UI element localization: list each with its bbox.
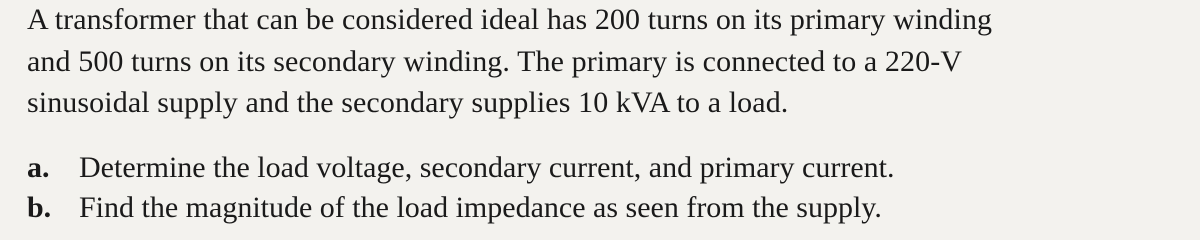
part-b-text: Find the magnitude of the load impedance as seen from the supply. bbox=[79, 191, 882, 224]
statement-line-1: A transformer that can be considered ideal has 200 turns on its primary winding bbox=[27, 3, 993, 36]
part-b-label: b. bbox=[27, 191, 52, 224]
statement-line-2: and 500 turns on its secondary winding. The primary is connected to a 220-V bbox=[27, 45, 963, 78]
part-a-text: Determine the load voltage, secondary current, and primary current. bbox=[79, 151, 895, 184]
statement-line-3: sinusoidal supply and the secondary supplies 10 kVA to a load. bbox=[27, 86, 789, 119]
part-b bbox=[27, 191, 882, 225]
part-a bbox=[27, 151, 895, 185]
part-a-label: a. bbox=[27, 151, 50, 184]
